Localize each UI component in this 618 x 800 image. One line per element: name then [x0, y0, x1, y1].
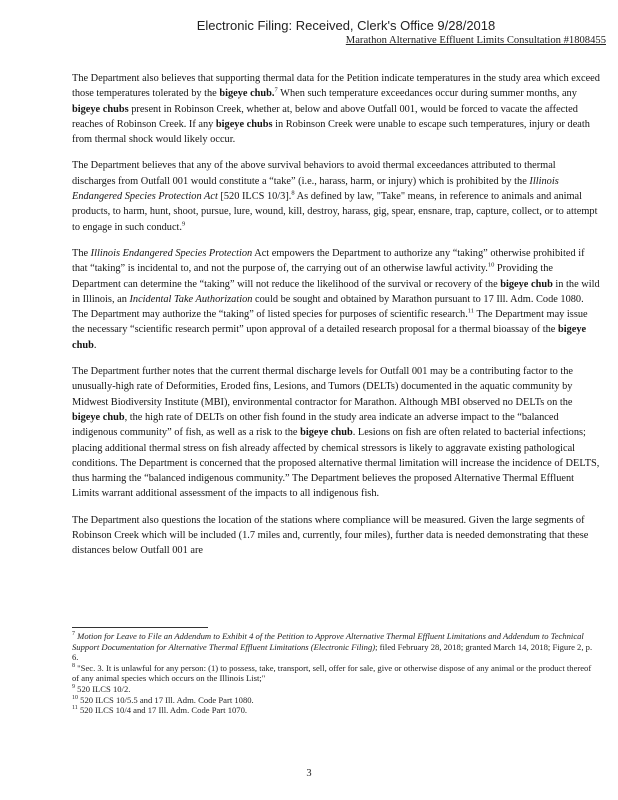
footnotes — [72, 631, 600, 716]
paragraph-compliance-stations: The Department also questions the location of the stations where compliance will be measured. Given the large segments of Robinson Creek which will be included (1.7 miles and, currently, four miles), further data is needed demonstrating that these distances below Outfall 001 are — [72, 514, 589, 557]
paragraph-take-definition: The Department believes that any of the above survival behaviors to avoid thermal exceedances attributed to thermal discharges from Outfall 001 would constitute a “take” (i.e., harass, harm, or injury) which is prohibited by the Illinois Endangered Species Protection Act [520 ILCS 10/3].$^8$ As defined by law, "Take" means, in reference to animals and animal products, to harm, hunt, shoot, pursue, lure, wound, kill, destroy, harass, gig, spear, ensnare, trap, capture, collect, or to attempt to engage in such conduct.$^9$ — [72, 160, 598, 233]
paragraph-incidental-take: The Illinois Endangered Species Protection Act empowers the Department to authorize any “taking” otherwise prohibited if that “taking” is incidental to, and not the purpose of, the carrying out of an otherwise lawful activity.$^{10}$ Providing the Department can determine the “taking” will not reduce the likelihood of the survival or recovery of the bigeye chub in the wild in Illinois, an Incidental Take Authorization could be sought and obtained by Marathon pursuant to 17 Ill. Adm. Code 1080. The Department may authorize the “taking” of listed species for purposes of scientific research.$^{11}$ The Department may issue the necessary “scientific research permit” upon approval of a detailed research proposal for a thermal bioassay of the bigeye chub. — [72, 247, 600, 351]
footnote-10: $^{10}$ 520 ILCS 10/5.5 and 17 Ill. Adm. Code Part 1080. — [72, 694, 254, 705]
act-title: Illinois Endangered Species Protection — [90, 247, 253, 259]
paragraph-delts: The Department further notes that the current thermal discharge levels for Outfall 001 may be a contributing factor to the unusually-high rate of Deformities, Eroded fins, Lesions, and Tumors (DELTs) documented in the aquatic community by Midwest Biodiversity Institute (MBI), environmental contractor for Marathon. Although MBI observed no DELTs on the bigeye chub, the high rate of DELTs on other fish found in the study area indicate an adverse impact to the “balanced indigenous community” of fish, as well as a risk to the bigeye chub. Lesions on fish are often related to bacterial infections; placing additional thermal stress on fish already affected by chemical stressors is likely to aggravate existing pathological conditions. The Department is concerned that the proposed alternative thermal limitation will increase the incidence of DELTS, thus harming the “balanced indigenous community.” The Department believes the proposed Alternative Thermal Effluent Limits warrant additional assessment of the impacts to all indigenous fish. — [72, 366, 600, 500]
species-name: bigeye chub — [300, 427, 353, 439]
footnote-8: $^8$ "Sec. 3. It is unlawful for any person: (1) to possess, take, transport, sell, offer for sale, give or otherwise dispose of any animal or the product thereof of any animal species which occurs on the Illinois List;" — [72, 662, 592, 684]
footnote-9: $^9$ 520 ILCS 10/2. — [72, 683, 131, 694]
footnote-11: $^{11}$ 520 ILCS 10/4 and 17 Ill. Adm. Code Part 1070. — [72, 705, 248, 716]
species-name: bigeye chubs — [215, 118, 273, 130]
footnote-7: $^7$ Motion for Leave to File an Addendum to Exhibit 4 of the Petition to Approve Alternative Thermal Effluent Limitations and Addendum to Technical Support Documentation for Alternative Thermal Effluent Limitations (Electronic Filing); filed February 28, 2018; granted March 14, 2018; Figure 2, p. 6. — [72, 631, 593, 663]
footnote-ref[interactable]: 7 — [274, 86, 278, 94]
footnote-ref[interactable]: 9 — [182, 220, 186, 228]
species-name: bigeye chub — [72, 411, 125, 423]
species-name: bigeye chub — [72, 324, 587, 351]
species-name: bigeye chub — [500, 278, 553, 290]
footnote-ref[interactable]: 11 — [467, 307, 475, 315]
species-name: bigeye chubs — [72, 103, 129, 115]
act-title: Illinois Endangered Species Protection Act — [72, 175, 559, 203]
footnote-ref[interactable]: 8 — [291, 189, 295, 197]
footnote-divider — [72, 627, 208, 628]
authorization-term: Incidental Take Authorization — [129, 293, 253, 305]
filing-stamp: Electronic Filing: Received, Clerk's Office 9/28/2018 — [196, 18, 496, 33]
body-text — [72, 71, 600, 570]
paragraph-thermal-data: The Department also believes that supporting thermal data for the Petition indicate temperatures in the study area which exceed those temperatures tolerated by the bigeye chub.$^7$ When such temperature exceedances occur during summer months, any bigeye chubs present in Robinson Creek, whether at, below and above Outfall 001, would be forced to vacate the affected reaches of Robinson Creek. If any bigeye chubs in Robinson Creek were unable to escape such temperatures, injury or death from thermal shock would likely occur. — [72, 73, 600, 146]
page-number: 3 — [306, 768, 312, 779]
document-reference: Marathon Alternative Effluent Limits Consultation #1808455 — [345, 35, 606, 46]
footnote-ref[interactable]: 10 — [487, 261, 495, 269]
species-name: bigeye chub. — [219, 88, 275, 100]
